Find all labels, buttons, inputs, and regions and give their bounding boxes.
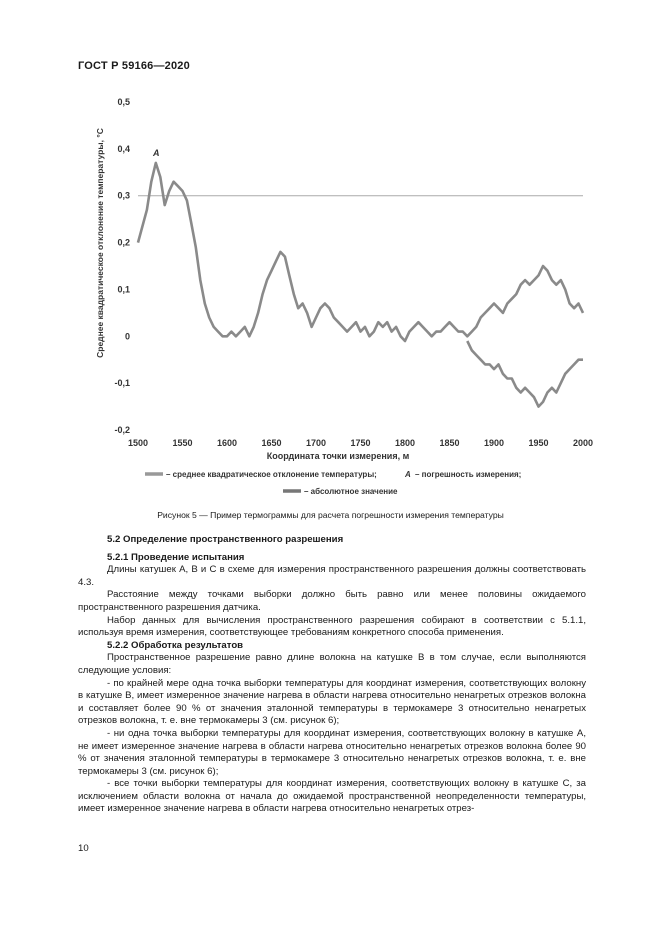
y-tick-label: 0,5	[117, 97, 130, 107]
y-tick-label: 0,1	[117, 284, 130, 295]
x-axis-title: Координата точки измерения, м	[266, 451, 410, 461]
paragraph: Набор данных для вычисления пространственного разрешения собирают в соответствии с 5.1.1, используя время измерения, соответствующее требованиям конкретного способа применения.	[78, 614, 586, 639]
body-text	[78, 534, 586, 816]
x-tick-label: 1750	[350, 438, 371, 448]
series-line-2	[467, 341, 583, 407]
list-item: - ни одна точка выборки температуры для координат измерения, соответствующих волокну в катушке А, не имеет измеренное значение нагрева в области нагрева относительно ненагретых отрезков волокна более 90 % от значения эталонной температуры в термокамере 3 относительно ненагретых отрезков волокна, т. е. вне термокамеры 3 (см. рисунок 6);	[78, 727, 586, 777]
figure-caption: Рисунок 5 — Пример термограммы для расчета погрешности измерения температуры	[157, 510, 504, 520]
y-tick-label: 0,3	[117, 190, 130, 201]
page-number: 10	[78, 843, 89, 854]
legend-label-rms: – среднее квадратическое отклонение температуры;	[166, 470, 377, 479]
y-tick-label: -0,2	[114, 425, 130, 435]
list-item: - все точки выборки температуры для координат измерения, соответствующих волокну в катушке С, за исключением области волокна от начала до ожидаемой пространственной неопределенности температуры, имеет измеренное значение нагрева в области нагрева относительно ненагретых отрез-	[78, 778, 586, 815]
y-tick-label: 0	[124, 331, 130, 342]
legend-label-error: – погрешность измерения;	[415, 470, 522, 479]
legend	[145, 470, 521, 496]
y-tick-label: -0,1	[114, 378, 130, 389]
x-tick-label: 1550	[172, 438, 193, 448]
paragraph: Расстояние между точками выборки должно быть равно или менее половины ожидаемого пространственного разрешения датчика.	[78, 589, 586, 613]
x-tick-label: 2000	[572, 438, 594, 448]
series-line-1	[138, 163, 583, 341]
x-tick-label: 1600	[216, 438, 238, 448]
x-tick-label: 1700	[305, 438, 327, 448]
x-tick-label: 1850	[439, 438, 460, 448]
x-tick-label: 1500	[127, 438, 149, 448]
point-label-a: A	[153, 148, 160, 158]
y-tick-label: 0,2	[117, 237, 130, 248]
paragraph: Длины катушек А, В и С в схеме для измерения пространственного разрешения должны соответствовать 4.3.	[78, 564, 586, 588]
paragraph: Пространственное разрешение равно длине волокна на катушке В в том случае, если выполняются следующие условия:	[78, 652, 586, 676]
x-tick-label: 1900	[483, 438, 505, 448]
list-item: - по крайней мере одна точка выборки температуры для координат измерения, соответствующих волокну в катушке В, имеет измеренное значение нагрева в области нагрева относительно ненагретых отрезков волокна и составляет более 90 % от значения эталонной температуры в термокамере 3 относительно ненагретых отрезков волокна, т. е. вне термокамеры 3 (см. рисунок 6);	[78, 677, 586, 727]
document-header: ГОСТ Р 59166—2020	[78, 60, 190, 72]
subsection-heading: 5.2.2 Обработка результатов	[107, 639, 244, 651]
y-axis-title: Среднее квадратическое отклонение температуры, °C	[95, 128, 105, 358]
x-tick-label: 1950	[528, 438, 549, 448]
subsection-heading: 5.2.1 Проведение испытания	[107, 551, 245, 563]
y-tick-label: 0,4	[117, 143, 130, 154]
section-heading: 5.2 Определение пространственного разрешения	[107, 534, 344, 545]
x-tick-label: 1800	[394, 438, 416, 448]
x-tick-label: 1650	[261, 438, 282, 448]
legend-label-a: A	[405, 470, 411, 479]
legend-label-abs: – абсолютное значение	[304, 487, 398, 496]
